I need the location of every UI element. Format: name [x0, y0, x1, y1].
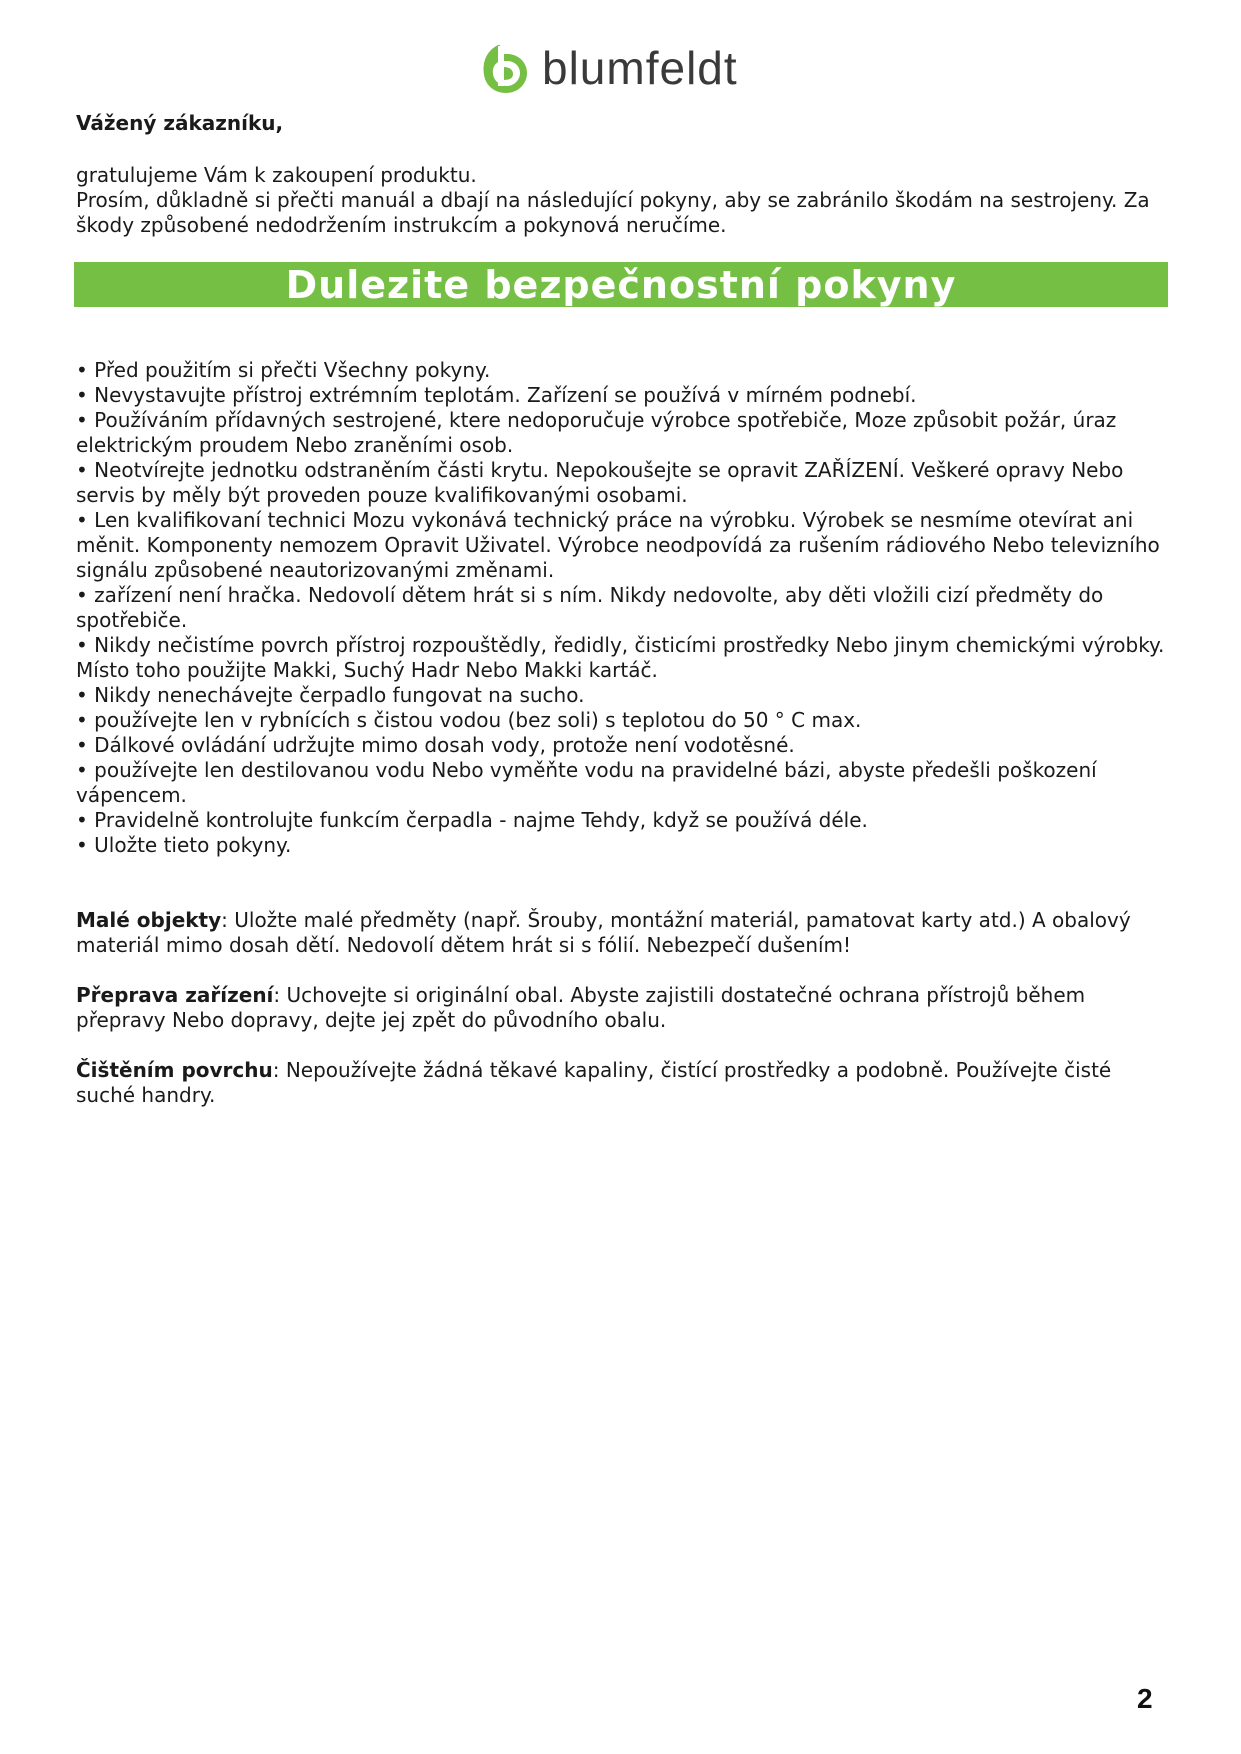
small-objects-section	[76, 908, 1176, 958]
list-item: • Používáním přídavných sestrojené, ktere nedoporučuje výrobce spotřebiče, Moze způsobit požár, úraz elektrickým proudem Nebo zraněními osob.	[76, 408, 1117, 457]
section-label: Malé objekty	[76, 908, 222, 932]
greeting: Vážený zákazníku,	[76, 111, 284, 135]
intro-line: gratulujeme Vám k zakoupení produktu.	[76, 163, 477, 187]
section-label: Přeprava zařízení	[76, 983, 274, 1007]
section-text: : Uložte malé předměty (např. Šrouby, montážní materiál, pamatovat karty atd.) A obalový materiál mimo dosah dětí. Nedovolí dětem hrát si s fólií. Nebezpečí dušením!	[76, 908, 1131, 957]
list-item: • zařízení není hračka. Nedovolí dětem hrát si s ním. Nikdy nedovolte, aby děti vložili cizí předměty do spotřebiče.	[76, 583, 1104, 632]
list-item: • Dálkové ovládání udržujte mimo dosah vody, protože není vodotěsné.	[76, 733, 795, 757]
list-item: • Nevystavujte přístroj extrémním teplotám. Zařízení se používá v mírném podnebí.	[76, 383, 917, 407]
list-item: • Uložte tieto pokyny.	[76, 833, 292, 857]
safety-bullet-list	[76, 358, 1176, 858]
section-text: : Nepoužívejte žádná těkavé kapaliny, čistící prostředky a podobně. Používejte čisté suché handry.	[76, 1058, 1112, 1107]
brand-name: blumfeldt	[542, 42, 738, 94]
list-item: • Len kvalifikovaní technici Mozu vykonává technický práce na výrobku. Výrobek se nesmíme otevírat ani měnit. Komponenty nemozem Opravit Uživatel. Výrobce neodpovídá za rušením rádiového Nebo televizního signálu způsobené neautorizovanými změnami.	[76, 508, 1160, 582]
brand-logo	[480, 40, 738, 96]
leaf-b-logo-icon	[480, 41, 530, 95]
transport-section	[76, 983, 1176, 1033]
list-item: • Pravidelně kontrolujte funkcím čerpadla - najme Tehdy, když se používá déle.	[76, 808, 868, 832]
list-item: • používejte len v rybnících s čistou vodou (bez soli) s teplotou do 50 ° C max.	[76, 708, 862, 732]
section-text: : Uchovejte si originální obal. Abyste zajistili dostatečné ochrana přístrojů během přepravy Nebo dopravy, dejte jej zpět do původního obalu.	[76, 983, 1086, 1032]
page-number: 2	[1137, 1683, 1153, 1714]
intro-paragraph	[76, 163, 1166, 238]
list-item: • Nikdy nečistíme povrch přístroj rozpouštědly, ředidly, čisticími prostředky Nebo jinym chemickými výrobky. Místo toho použijte Makki, Suchý Hadr Nebo Makki kartáč.	[76, 633, 1165, 682]
list-item: • Neotvírejte jednotku odstraněním části krytu. Nepokoušejte se opravit ZAŘÍZENÍ. Veškeré opravy Nebo servis by měly být proveden pouze kvalifikovanými osobami.	[76, 458, 1124, 507]
safety-banner: Dulezite bezpečnostní pokyny	[74, 262, 1168, 307]
list-item: • Před použitím si přečti Všechny pokyny.	[76, 358, 491, 382]
cleaning-section	[76, 1058, 1176, 1108]
section-label: Čištěním povrchu	[76, 1058, 273, 1082]
list-item: • Nikdy nenechávejte čerpadlo fungovat na sucho.	[76, 683, 585, 707]
intro-line: Prosím, důkladně si přečti manuál a dbají na následující pokyny, aby se zabránilo škodám na sestrojeny. Za škody způsobené nedodržením instrukcím a pokynová neručíme.	[76, 188, 1150, 237]
list-item: • používejte len destilovanou vodu Nebo vyměňte vodu na pravidelné bázi, abyste předešli poškození vápencem.	[76, 758, 1097, 807]
